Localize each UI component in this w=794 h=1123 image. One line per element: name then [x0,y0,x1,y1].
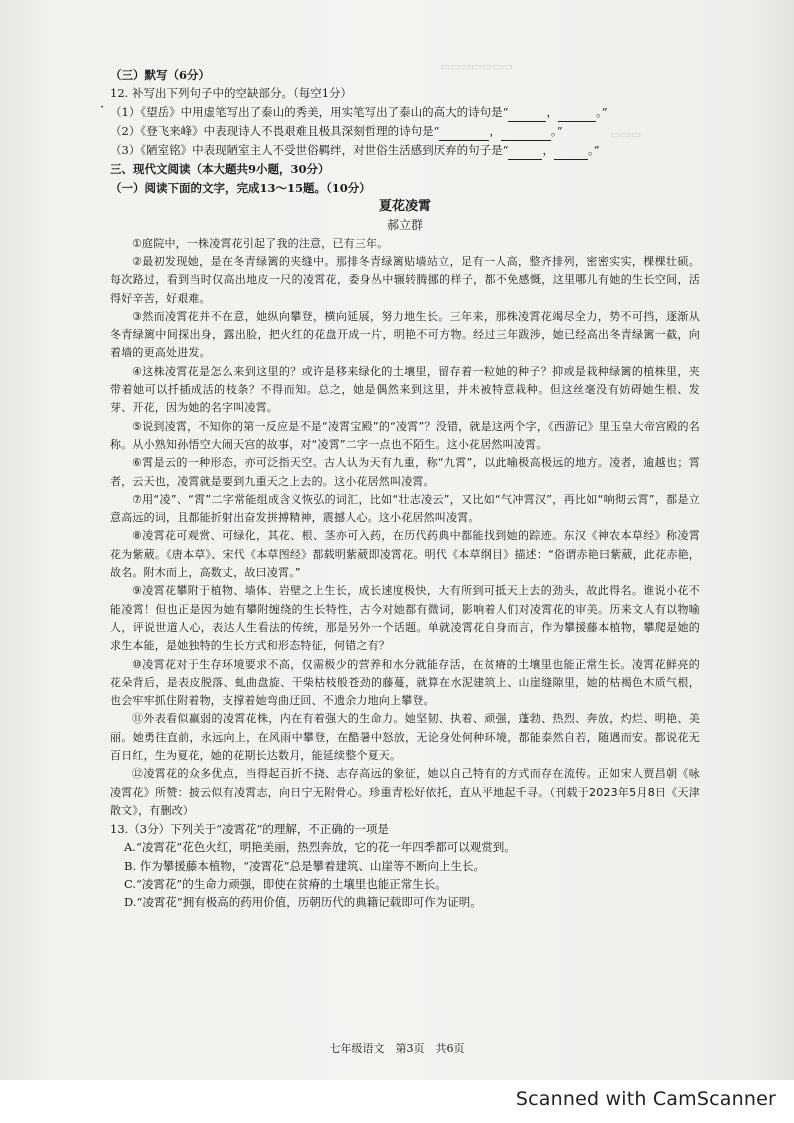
q12-item-2: （2）《登飞来峰》中表现诗人不畏艰难且极具深刻哲理的诗句是“ ， 。” [110,122,700,141]
option-c[interactable]: C.“凌霄花”的生命力顽强，即使在贫瘠的土壤里也能正常生长。 [124,877,447,892]
camscanner-watermark: Scanned with CamScanner [515,1088,776,1110]
answer-blank[interactable] [558,103,596,122]
paragraph: ④这株凌霄花是怎么来到这里的？或许是移来绿化的土壤里，留存着一粒她的种子？抑或是栽种绿篱的植株里，夹带着她可以扦插成活的枝条？不得而知。总之，她是偶然来到这里，并未被特意栽种。但这丝毫没有妨碍她生根、发芽、开花，因为她的名字叫凌霄。 [110,364,700,415]
essay-title: 夏花凌霄 [378,199,431,215]
margin-dot: · [100,100,105,115]
option-a[interactable]: A.“凌霄花”花色火红，明艳美丽，热烈奔放，它的花一年四季都可以观赏到。 [124,840,516,855]
option-b[interactable]: B. 作为攀援藤本植物，“凌霄花”总是攀着建筑、山崖等不断向上生长。 [124,858,486,873]
essay-body [110,235,700,821]
page-content [110,66,700,912]
reading-subheading: （一）阅读下面的文字，完成13～15题。（10分） [110,180,371,195]
option-d[interactable]: D.“凌霄花”拥有极高的药用价值，历朝历代的典籍记载即可作为证明。 [124,895,482,910]
page-footer: 七年级语文 第3页 共6页 [329,1042,465,1055]
paragraph: ②最初发现她，是在冬青绿篱的夹缝中。那排冬青绿篱贴墙站立，足有一人高，整齐排列，密密实实，棵棵壮硕。每次路过，看到当时仅高出地皮一尺的凌霄花，委身丛中辗转腾挪的样子，都不免感慨，这里哪儿有她的生长空间，活得好辛苦，好艰难。 [110,254,700,305]
paragraph: ⑧凌霄花可观赏、可绿化，其花、根、茎亦可入药，在历代药典中都能找到她的踪迹。东汉《神农本草经》称凌霄花为紫葳。《唐本草》、宋代《本草图经》都载明紫葳即凌霄花。明代《本草纲目》描述：“俗谓赤艳曰紫葳，此花赤艳，故名。附木而上，高数丈，故曰凌霄。” [110,529,700,580]
q12-item-1: （1）《望岳》中用虚笔写出了泰山的秀美，用实笔写出了泰山的高大的诗句是“ ， 。” [110,103,700,122]
q12-item-3: （3）《陋室铭》中表现陋室主人不受世俗羁绊，对世俗生活感到厌弃的句子是“ ， 。” [110,141,700,160]
question-13: 13.（3分）下列关于“凌霄花”的理解，不正确的一项是 [110,822,389,837]
paragraph: ⑪外表看似羸弱的凌霄花株，内在有着强大的生命力。她坚韧、执着、顽强，蓬勃、热烈、奔放，灼烂、明艳、美丽。她勇往直前，永远向上，在风雨中攀登，在酷暑中怒放，无论身处何种环境，都能泰然自若，随遇而安。都说花无百日红，生为夏花，她的花期长达数月，能延续整个夏天。 [110,712,700,762]
show-through-marks: ▭▭▭ [610,128,642,141]
answer-blank[interactable] [508,141,542,160]
answer-blank[interactable] [501,122,551,141]
paragraph: ⑨凌霄花攀附于植物、墙体、岩壁之上生长，成长速度极快，大有所到可抵天上去的劲头，故此得名。谁说小花不能凌霄！但也正是因为她有攀附缠绕的生长特性，古今对她都有微词，影响着人们对凌霄花的审美。历来文人有以物喻人，评说世道人心，表达人生看法的传统，那是另外一个话题。单就凌霄花自身而言，作为攀援藤本植物，攀爬是她的求生本能，是她独特的生长方式和形态特征，何错之有？ [110,584,700,653]
question-12: 12. 补写出下列句子中的空缺部分。（每空1分） [110,86,353,101]
answer-blank[interactable] [439,122,489,141]
answer-blank[interactable] [508,103,546,122]
paragraph: ⑤说到凌霄，不知你的第一反应是不是“凌霄宝殿”的“凌霄”？没错，就是这两个字，《西游记》里玉皇大帝宫殿的名称。从小熟知孙悟空大闹天宫的故事，对“凌霄”二字一点也不陌生。这小花居然叫凌霄。 [110,419,700,451]
paragraph: ⑩凌霄花对于生存环境要求不高，仅需极少的营养和水分就能存活，在贫瘠的土壤里也能正常生长。凌霄花鲜亮的花朵背后，是表皮脱落、虬曲盘旋、干柴枯枝般苍劲的藤蔓，就算在水泥建筑上、山崖缝隙里，她的枯褐色木质气根，也会牢牢抓住附着物，支撑着她弯曲迂回、不遗余力地向上攀登。 [110,657,700,708]
paragraph: ①庭院中，一株凌霄花引起了我的注意，已有三年。 [132,236,389,250]
paragraph: ⑦用“凌”、“霄”二字常能组成含义恢弘的词汇，比如“壮志凌云”，又比如“气冲霄汉”，再比如“响彻云霄”，都是立意高远的词，且都能折射出奋发拼搏精神，震撼人心。这小花居然叫凌霄。 [110,492,700,525]
answer-blank[interactable] [554,141,588,160]
essay-author: 郝立群 [386,218,423,233]
section-dictation-heading: （三）默写（6分） [110,68,211,82]
paragraph: ⑫凌霄花的众多优点，当得起百折不挠、志存高远的象征，她以自己特有的方式而存在流传。正如宋人贾昌朝《咏凌霄花》所赞：披云似有凌霄志，向日宁无附骨心。珍重青松好依托，直从平地起千寻。（刊载于2023年5月8日《天津散文》，有删改） [110,767,700,817]
paragraph: ⑥霄是云的一种形态，亦可泛指天空。古人认为天有九重，称“九霄”，以此喻极高极远的地方。凌者，逾越也；霄者，云天也，凌霄就是要到九重天之上去的。这小花居然叫凌霄。 [110,456,700,488]
show-through-marks: ▭▭▭▭▭▭▭ [440,60,513,73]
paragraph: ③然而凌霄花并不在意，她纵向攀登，横向延展，努力地生长。三年来，那株凌霄花竭尽全力，势不可挡，逐渐从冬青绿篱中间探出身，露出脸，把火红的花盘开成一片，明艳不可方物。经过三年跋涉，她已经高出冬青绿篱一截，向着墙的更高处进发。 [110,309,700,360]
section-reading-heading: 三、现代文阅读（本大题共9小题，30分） [110,162,330,177]
